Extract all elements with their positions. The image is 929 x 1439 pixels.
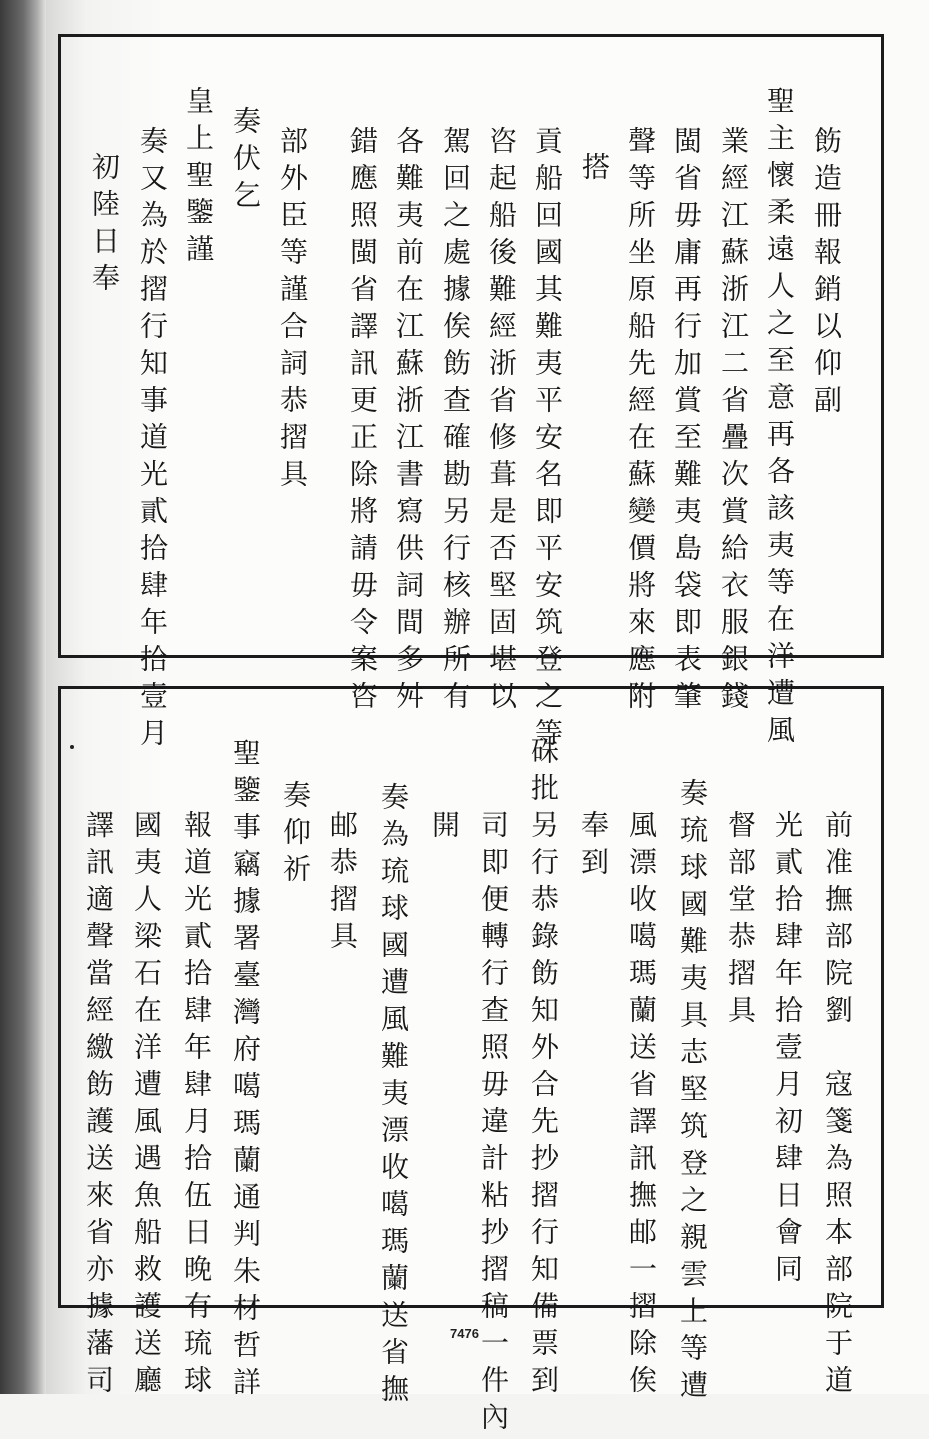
bottom-column-16: 譯訊適聲當經繳飭護送來省亦據藩司 <box>82 810 115 1402</box>
bottom-column-13: 聖鑒事竊據署臺灣府噶瑪蘭通判朱材哲詳 <box>229 738 262 1404</box>
top-column-15: 奏又為於摺行知事道光貳拾肆年拾壹月 <box>136 126 169 755</box>
bottom-column-11: 邮恭摺具 <box>326 810 359 958</box>
bottom-column-3: 督部堂恭摺具 <box>724 810 757 1032</box>
bottom-column-7: 硃批另行恭錄飭知外合先抄摺行知備票到 <box>527 736 560 1402</box>
bottom-column-12: 奏仰祈 <box>279 780 312 891</box>
bottom-column-9: 開 <box>428 810 461 847</box>
top-column-14: 皇上聖鑒謹 <box>182 86 215 271</box>
top-column-2: 聖主懷柔遠人之至意再各該夷等在洋遭風 <box>763 86 796 752</box>
top-column-3: 業經江蘇浙江二省疊次賞給衣服銀錢 <box>717 126 750 718</box>
bottom-column-14: 報道光貳拾肆年肆月拾伍日晚有琉球 <box>180 810 213 1402</box>
bottom-column-8: 司即便轉行查照毋違計粘抄摺稿一件內 <box>477 810 510 1439</box>
bottom-column-10: 奏為琉球國遭風難夷漂收噶瑪蘭送省撫 <box>377 782 410 1411</box>
bottom-column-4: 奏琉球國難夷具志堅筑登之親雲上等遭 <box>676 778 709 1407</box>
bottom-column-15: 國夷人梁石在洋遭風遇魚船救護送廳 <box>130 810 163 1402</box>
ink-dot <box>70 745 74 749</box>
bottom-column-6: 奉到 <box>577 810 610 884</box>
top-column-5: 聲等所坐原船先經在蘇變價將來應附 <box>624 126 657 718</box>
top-column-1: 飭造冊報銷以仰副 <box>810 126 843 422</box>
top-column-7: 貢船回國其難夷平安名即平安筑登之等 <box>531 126 564 755</box>
top-column-9: 駕回之處據俟飭查確勘另行核辦所有 <box>439 126 472 718</box>
top-column-16: 初陸日奉 <box>88 152 121 300</box>
bottom-column-2: 光貳拾肆年拾壹月初肆日會同 <box>771 810 804 1291</box>
top-column-6: 搭 <box>578 152 611 189</box>
top-column-8: 咨起船後難經浙省修葺是否堅固堪以 <box>485 126 518 718</box>
page-number: 7476 <box>450 1326 479 1341</box>
top-column-11: 錯應照閩省譯訊更正除將請毋令案咨 <box>346 126 379 718</box>
top-column-13: 奏伏乞 <box>229 106 262 217</box>
book-binding <box>0 0 46 1394</box>
top-column-10: 各難夷前在江蘇浙江書寫供詞間多舛 <box>392 126 425 718</box>
top-column-12: 部外臣等謹合詞恭摺具 <box>276 126 309 496</box>
bottom-column-1: 前准撫部院劉 寇箋為照本部院于道 <box>821 810 854 1402</box>
bottom-column-5: 風漂收噶瑪蘭送省譯訊撫邮一摺除俟 <box>625 810 658 1402</box>
top-column-4: 閩省毋庸再行加賞至難夷島袋即表肇 <box>670 126 703 718</box>
